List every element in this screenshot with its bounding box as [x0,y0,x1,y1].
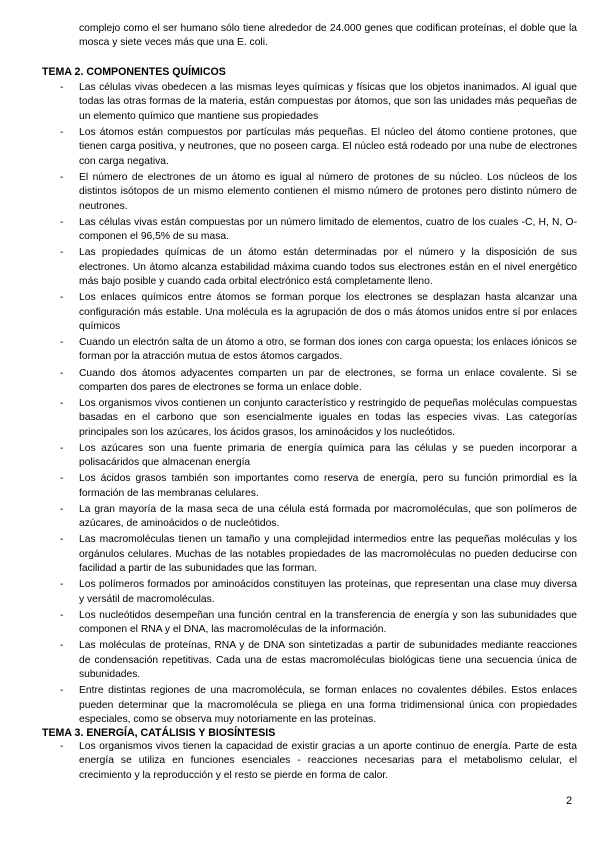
list-item [0,503,577,532]
bullet-dash: - [60,741,64,752]
list-item-text: Entre distintas regiones de una macromolécula, se forman enlaces no covalentes débiles. Estos enlaces pueden determinar que la macromolécula se pliega en una forma tridimensional única con propiedades especiales, como se observa muy notoriamente en las proteínas. [79,685,577,726]
section-2-bullet-list [0,81,600,729]
bullet-dash: - [60,579,64,591]
list-item-text: Las células vivas obedecen a las mismas leyes químicas y físicas que los objetos inanimados. Al igual que todas las otras formas de la materia, están compuestas por átomos, que son las unidades más pequeñas de un elemento químico que mantiene sus propiedades [79,82,577,122]
list-item-text: El número de electrones de un átomo es igual al número de protones de su núcleo. Los núcleos de los distintos isótopos de un mismo elemento contienen el mismo número de protones pero distinto número de neutrones. [79,171,577,212]
list-item [0,81,577,124]
bullet-dash: - [60,216,64,228]
list-item [0,684,577,727]
list-item-text: La gran mayoría de la masa seca de una célula está formada por macromoléculas, que son polímeros de azúcares, de aminoácidos o de nucleótidos. [79,503,577,530]
section-3-bullet-list [0,740,600,785]
section-heading-tema-2: TEMA 2. COMPONENTES QUÍMICOS [42,66,226,78]
list-item-text: Los nucleótidos desempeñan una función central en la transferencia de energía y son las subunidades que componen el RNA y el DNA, las macromoléculas de la información. [79,609,577,636]
bullet-dash: - [60,534,64,546]
list-item-text: Las propiedades químicas de un átomo están determinadas por el número y la disposición de sus electrones. Un átomo alcanza estabilidad máxima cuando todos sus electrones están en el nivel energético más bajo posible y cuando cada orbital electrónico está completamente lleno. [79,247,577,288]
list-item-text: Las células vivas están compuestas por un número limitado de elementos, cuatro de los cuales -C, H, N, O- componen el 96,5% de su masa. [79,216,577,243]
bullet-dash: - [60,503,64,515]
list-item [0,246,577,289]
list-item [0,336,577,365]
intro-paragraph: complejo como el ser humano sólo tiene alrededor de 24.000 genes que codifican proteínas, el doble que la mosca y siete veces más que una E. coli. [79,23,577,49]
list-item [0,291,577,334]
list-item-text: Los azúcares son una fuente primaria de energía química para las células y se pueden incorporar a polisacáridos que almacenan energía [79,442,577,469]
section-heading-tema-3: TEMA 3. ENERGÍA, CATÁLISIS Y BIOSÍNTESIS [42,727,276,739]
bullet-dash: - [60,442,64,454]
page-number: 2 [566,795,573,807]
list-item-text: Los átomos están compuestos por partículas más pequeñas. El núcleo del átomo contiene protones, que tienen carga positiva, y neutrones, que no poseen carga. El núcleo está rodeado por una nube de electrones con carga negativa. [79,126,577,167]
bullet-dash: - [60,247,64,259]
bullet-dash: - [60,337,64,349]
list-item [0,126,577,169]
list-item [0,171,577,214]
list-item [0,740,577,783]
list-item-text: Las moléculas de proteínas, RNA y de DNA son sintetizadas a partir de subunidades mediante reacciones de condensación repetitivas. Cada una de estas macromoléculas biológicas tiene una secuencia única de subunidades. [79,640,577,681]
list-item [0,216,577,245]
bullet-dash: - [60,126,64,138]
bullet-dash: - [60,292,64,304]
list-item [0,367,577,396]
list-item [0,533,577,576]
list-item [0,609,577,638]
list-item-text: Los enlaces químicos entre átomos se forman porque los electrones se desplazan hasta alcanzar una configuración más estable. Una molécula es la agrupación de dos o más átomos unidos entre sí por enlaces químicos [79,292,577,332]
bullet-dash: - [60,367,64,379]
list-item [0,397,577,440]
bullet-dash: - [60,640,64,652]
list-item [0,639,577,682]
list-item-text: Cuando un electrón salta de un átomo a otro, se forman dos iones con carga opuesta; los enlaces iónicos se forman por la atracción mutua de estos átomos cargados. [79,337,577,363]
list-item-text: Los organismos vivos tienen la capacidad de existir gracias a un aporte continuo de energía. Parte de esta energía se utiliza en funciones esenciales - reacciones necesarias para el metabolismo celular, el crecimiento y la reproducción y el resto se pierde en forma de calor. [79,741,577,781]
bullet-dash: - [60,685,64,697]
list-item [0,472,577,501]
list-item-text: Cuando dos átomos adyacentes comparten un par de electrones, se forma un enlace covalente. Si se comparten dos pares de electrones se forma un enlace doble. [79,367,577,393]
list-item-text: Los polímeros formados por aminoácidos constituyen las proteínas, que representan una clase muy diversa y versátil de macromoléculas. [79,579,577,605]
bullet-dash: - [60,609,64,621]
list-item [0,578,577,607]
bullet-dash: - [60,398,64,410]
list-item-text: Los organismos vivos contienen un conjunto característico y restringido de pequeñas moléculas compuestas basadas en el carbono que son esencialmente iguales en todas las especies vivas. Las categorías principales son los azúcares, los ácidos grasos, los aminoácidos y los nucleótidos. [79,398,577,438]
bullet-dash: - [60,473,64,485]
list-item-text: Los ácidos grasos también son importantes como reserva de energía, pero su función primordial es la formación de las membranas celulares. [79,473,577,499]
list-item-text: Las macromoléculas tienen un tamaño y una complejidad intermedios entre las pequeñas moléculas y los orgánulos celulares. Muchas de las notables propiedades de las macromoléculas no pueden deducirse con facilidad a partir de las subunidades que las forman. [79,534,577,575]
list-item [0,442,577,471]
bullet-dash: - [60,171,64,183]
bullet-dash: - [60,82,64,93]
